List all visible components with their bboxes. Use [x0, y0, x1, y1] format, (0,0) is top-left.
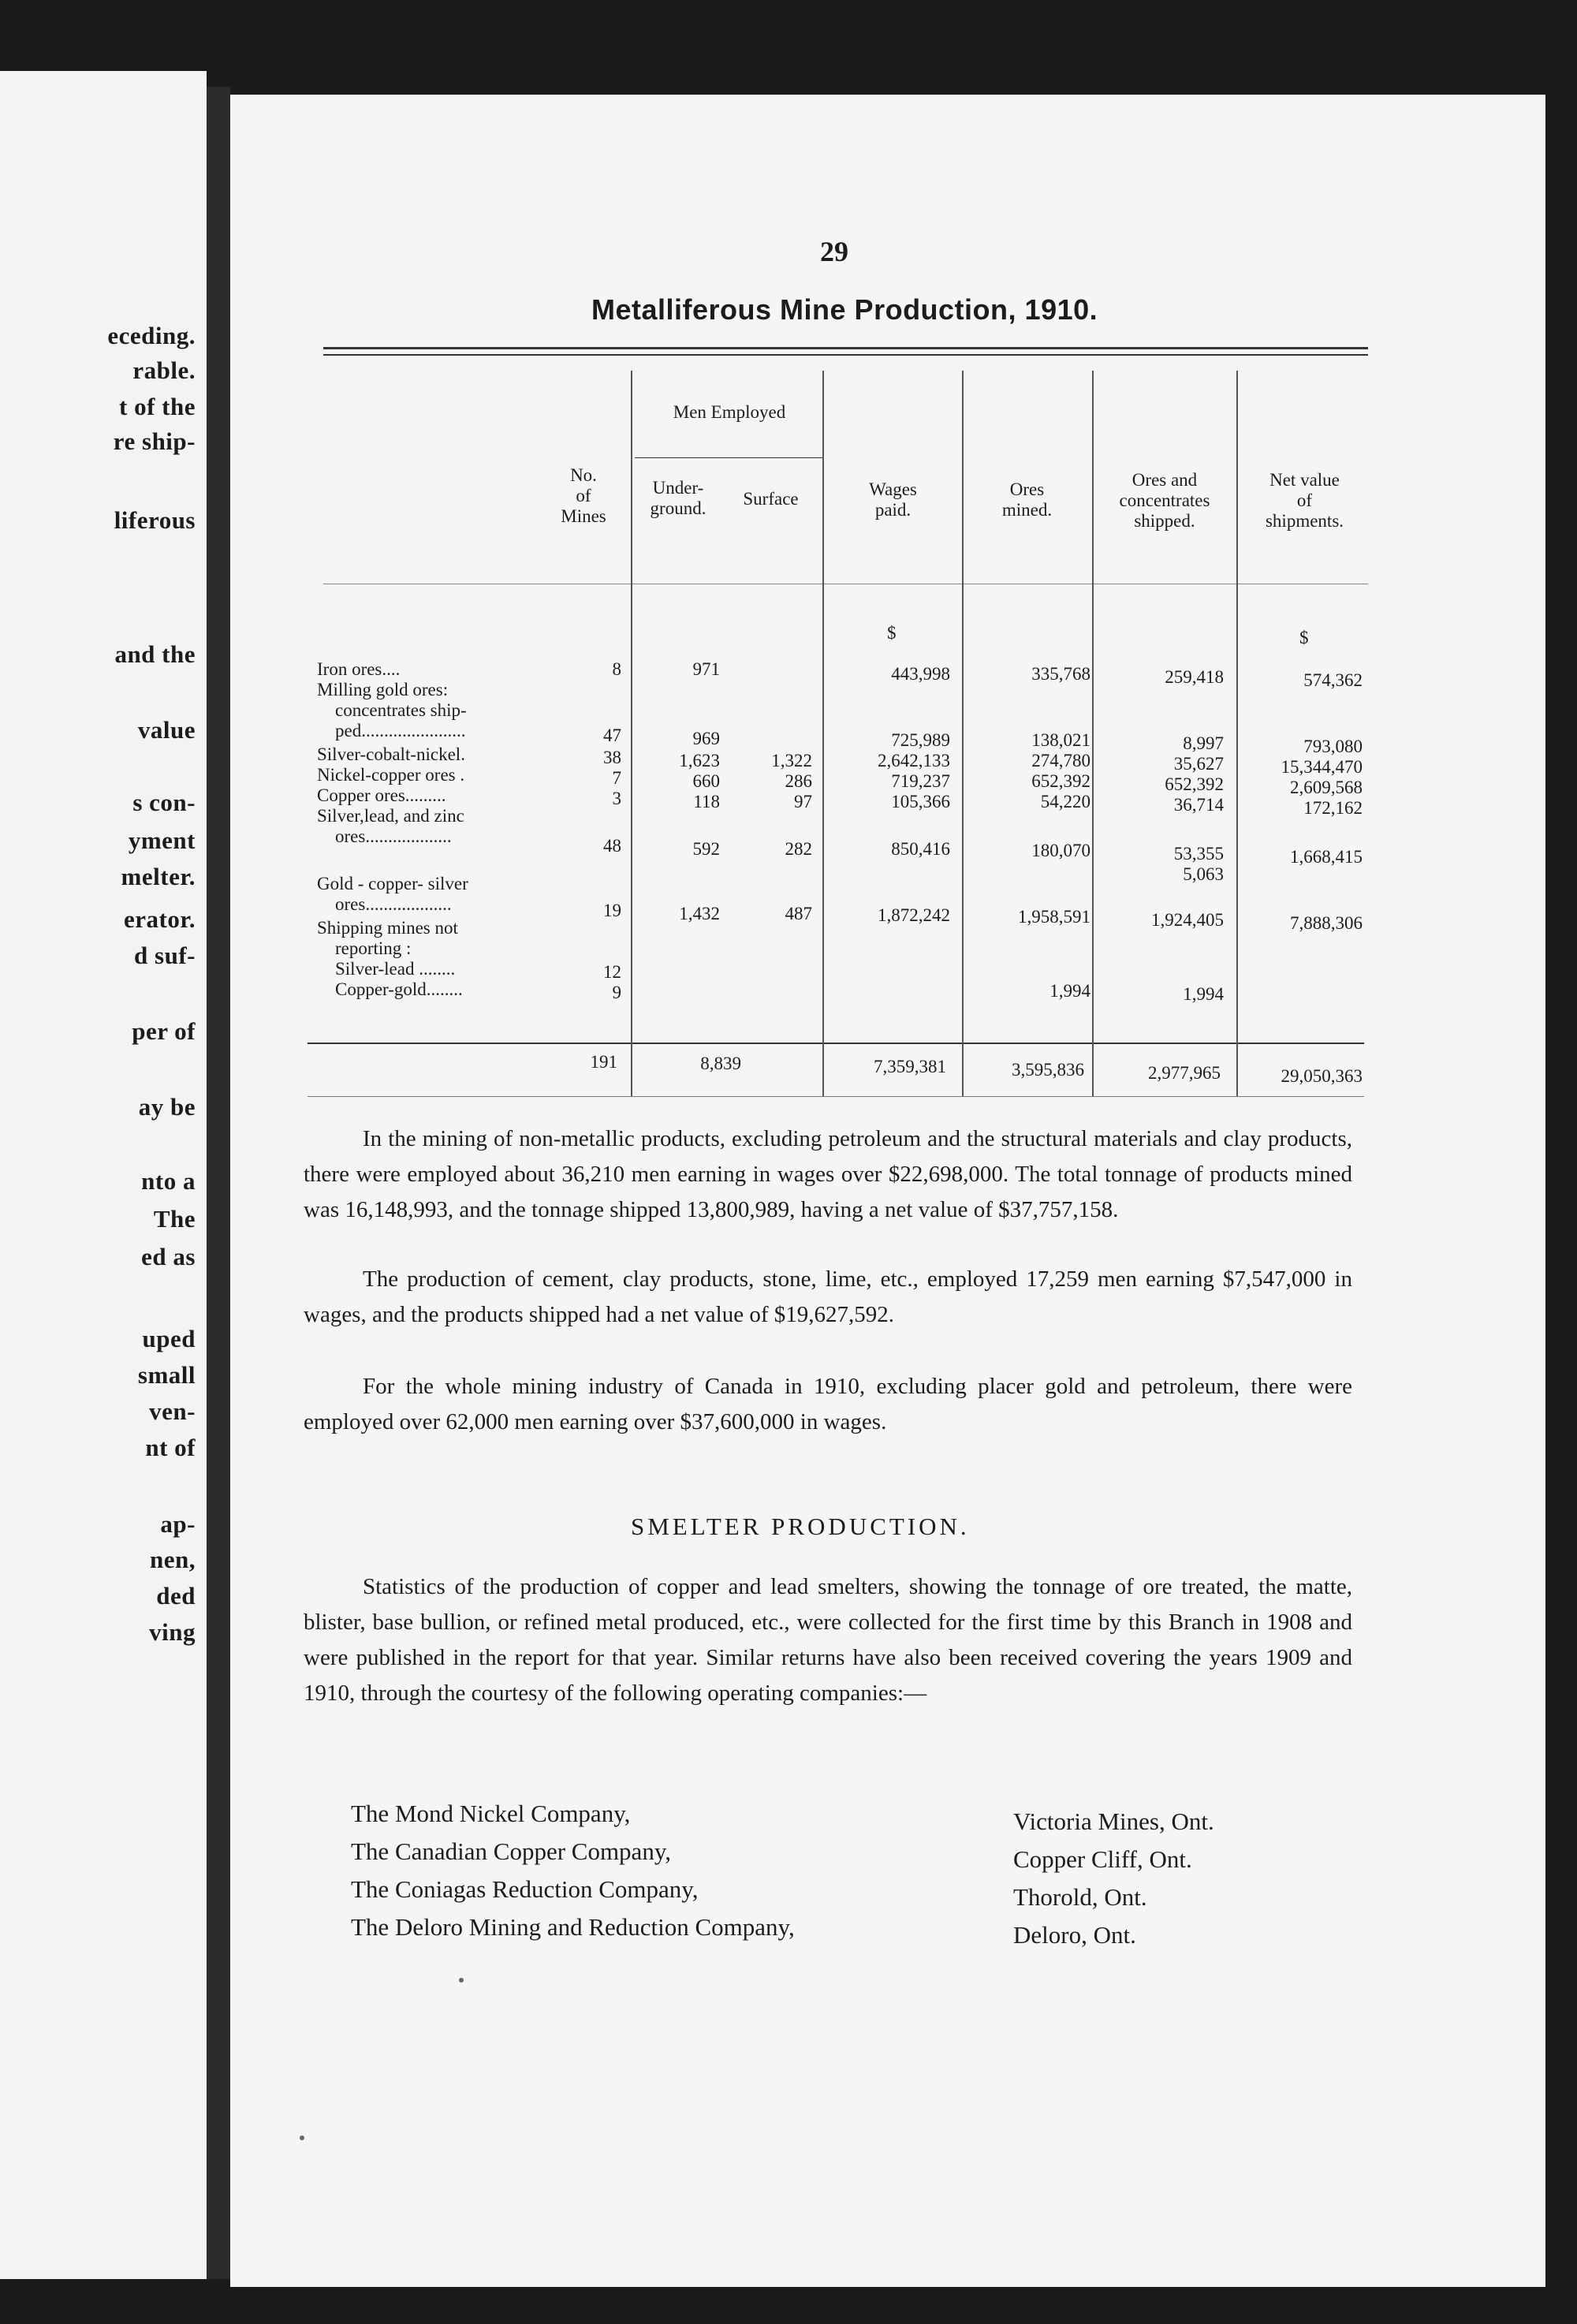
left-fragment: ded: [156, 1582, 196, 1610]
row-label-sub: Copper-gold........: [335, 979, 463, 999]
totals-top-rule: [308, 1043, 1364, 1044]
header-surface: Surface: [743, 489, 799, 509]
header-men-employed: Men Employed: [673, 402, 786, 422]
table-bottom-rule: [308, 1096, 1364, 1097]
cell-net-value: 7,888,306: [1290, 913, 1363, 933]
column-divider: [1092, 371, 1094, 1096]
total-net-value: 29,050,363: [1281, 1066, 1363, 1086]
cell-mines: 47: [603, 726, 621, 745]
cell-mines: 48: [603, 836, 621, 856]
cell-mines: 38: [603, 748, 621, 767]
print-speck: [300, 2136, 304, 2140]
left-fragment: and the: [114, 640, 196, 668]
cell-shipped: 652,392: [1165, 774, 1224, 794]
cell-ores-mined: 180,070: [1031, 841, 1090, 860]
company-location: Copper Cliff, Ont.: [1013, 1845, 1192, 1873]
left-fragment: per of: [132, 1017, 196, 1045]
row-label: Nickel-copper ores .: [317, 765, 465, 785]
left-fragment: ving: [149, 1618, 196, 1646]
cell-mines: 7: [612, 768, 621, 788]
paragraph-non-metallic: In the mining of non-metallic products, excluding petroleum and the structural materials and clay products, there were employed about 36,210 men earning in wages over $22,698,000. The total tonnage of products mined was 16,148,993, and the tonnage shipped 13,800,989, having a net value of $37,757,158.: [304, 1126, 1352, 1222]
paragraph-whole-industry: For the whole mining industry of Canada in 1910, excluding placer gold and petroleum, there were employed over 62,000 men earning over $37,600,000 in wages.: [304, 1374, 1352, 1434]
left-facing-page: [0, 71, 207, 2279]
cell-underground: 660: [692, 771, 720, 791]
column-divider: [822, 371, 824, 1096]
section-heading: SMELTER PRODUCTION.: [631, 1513, 970, 1540]
cell-ores-mined: 1,994: [1049, 981, 1090, 1001]
cell-ores-mined: 652,392: [1031, 771, 1090, 791]
cell-shipped: 1,924,405: [1151, 910, 1224, 930]
table-top-rule: [323, 347, 1368, 349]
left-fragment: d suf-: [134, 942, 196, 969]
cell-underground: 969: [692, 729, 720, 748]
header-wages-paid: Wages paid.: [869, 479, 917, 520]
cell-net-value: 574,362: [1303, 670, 1363, 690]
cell-surface: 97: [794, 792, 812, 811]
cell-mines: 8: [612, 659, 621, 679]
column-divider: [631, 371, 632, 1096]
cell-surface: 487: [785, 904, 812, 923]
total-wages: 7,359,381: [874, 1057, 946, 1076]
cell-shipped: 1,994: [1183, 984, 1224, 1004]
left-fragment: nto a: [141, 1167, 196, 1195]
men-employed-rule: [635, 457, 824, 458]
left-fragment: nen,: [150, 1546, 196, 1573]
row-label-sub: ores...................: [335, 894, 452, 914]
row-label: Milling gold ores:: [317, 680, 449, 699]
print-speck: [459, 1978, 464, 1983]
column-divider: [962, 371, 964, 1096]
left-fragment: re ship-: [113, 427, 196, 455]
company-location: Victoria Mines, Ont.: [1013, 1807, 1214, 1835]
cell-shipped: 35,627: [1173, 754, 1224, 774]
cell-shipped-extra: 5,063: [1183, 864, 1224, 884]
cell-shipped: 259,418: [1165, 667, 1224, 687]
total-underground: 8,839: [700, 1054, 741, 1073]
cell-mines: 9: [612, 983, 621, 1002]
left-fragment: small: [137, 1361, 196, 1389]
row-label-sub: reporting :: [335, 938, 412, 958]
cell-underground: 118: [693, 792, 720, 811]
company-name: The Deloro Mining and Reduction Company,: [351, 1913, 795, 1941]
left-fragment: The: [153, 1205, 196, 1233]
cell-net-value: 2,609,568: [1290, 778, 1363, 797]
cell-ores-mined: 1,958,591: [1018, 907, 1090, 927]
cell-underground: 592: [692, 839, 720, 859]
left-fragment: s con-: [132, 789, 196, 816]
total-mines: 191: [590, 1052, 617, 1072]
cell-ores-mined: 54,220: [1040, 792, 1090, 811]
left-fragment: eceding.: [107, 322, 196, 349]
left-fragment: value: [137, 716, 196, 744]
header-ores-shipped: Ores and concentrates shipped.: [1119, 470, 1210, 531]
left-fragment: uped: [142, 1325, 196, 1352]
company-name: The Mond Nickel Company,: [351, 1800, 631, 1827]
row-label-sub: Silver-lead ........: [335, 959, 456, 979]
left-fragment: rable.: [132, 356, 196, 384]
company-location: Thorold, Ont.: [1013, 1883, 1147, 1911]
cell-wages: 443,998: [891, 664, 950, 684]
book-gutter: [207, 87, 230, 2279]
cell-wages: 105,366: [891, 792, 950, 811]
row-label: Gold - copper- silver: [317, 874, 468, 893]
cell-underground: 1,432: [679, 904, 720, 923]
row-label: Silver,lead, and zinc: [317, 806, 464, 826]
cell-underground: 1,623: [679, 751, 720, 770]
row-label: Iron ores....: [317, 659, 401, 679]
cell-mines: 19: [603, 901, 621, 920]
cell-surface: 286: [785, 771, 812, 791]
left-fragment: ed as: [141, 1243, 196, 1270]
header-ores-mined: Ores mined.: [1001, 479, 1053, 520]
cell-underground: 971: [692, 659, 720, 679]
row-label: Copper ores.........: [317, 785, 446, 805]
header-underground: Under- ground.: [650, 478, 706, 518]
cell-net-value: 793,080: [1303, 737, 1363, 756]
left-fragment: erator.: [123, 905, 196, 933]
row-label-sub: ped.......................: [335, 721, 466, 740]
page-number: 29: [820, 236, 848, 267]
left-fragment: yment: [128, 826, 196, 854]
cell-wages: 725,989: [891, 730, 950, 750]
header-net-value: Net value of shipments.: [1265, 470, 1344, 531]
row-label: Silver-cobalt-nickel.: [317, 744, 465, 764]
column-divider: [1236, 371, 1238, 1096]
row-label-sub: ores...................: [335, 826, 452, 846]
cell-net-value: 172,162: [1303, 798, 1363, 818]
cell-shipped: 8,997: [1183, 733, 1224, 753]
total-ores-mined: 3,595,836: [1012, 1060, 1084, 1080]
paragraph-smelter: Statistics of the production of copper and lead smelters, showing the tonnage of ore treated, the matte, blister, base bullion, or refined metal produced, etc., were collected for the first time by this Branch in 1908 and were published in the report for that year. Similar returns have also been received covering the years 1909 and 1910, through the courtesy of the following operating companies:—: [304, 1574, 1352, 1706]
cell-surface: 282: [785, 839, 812, 859]
left-fragment: t of the: [119, 393, 196, 420]
cell-shipped: 36,714: [1173, 795, 1224, 815]
left-fragment: ap-: [160, 1510, 196, 1538]
row-label: Shipping mines not: [317, 918, 458, 938]
left-fragment: melter.: [121, 863, 196, 890]
company-name: The Coniagas Reduction Company,: [351, 1875, 699, 1903]
currency-symbol: $: [887, 623, 897, 643]
company-location: Deloro, Ont.: [1013, 1921, 1136, 1949]
cell-mines: 3: [612, 789, 621, 808]
cell-net-value: 1,668,415: [1290, 847, 1363, 867]
page-title: Metalliferous Mine Production, 1910.: [591, 293, 1098, 326]
table-top-rule: [323, 354, 1368, 356]
left-fragment: ay be: [138, 1093, 196, 1121]
left-fragment: liferous: [114, 506, 196, 534]
cell-wages: 2,642,133: [878, 751, 950, 770]
company-name: The Canadian Copper Company,: [351, 1837, 672, 1865]
currency-symbol: $: [1299, 628, 1309, 647]
cell-wages: 719,237: [891, 771, 950, 791]
cell-surface: 1,322: [771, 751, 812, 770]
cell-wages: 850,416: [891, 839, 950, 859]
cell-wages: 1,872,242: [878, 905, 950, 925]
cell-ores-mined: 274,780: [1031, 751, 1090, 770]
cell-ores-mined: 335,768: [1031, 664, 1090, 684]
cell-shipped: 53,355: [1173, 844, 1224, 864]
row-label-sub: concentrates ship-: [335, 700, 467, 720]
header-no-of-mines: No. of Mines: [561, 465, 606, 526]
total-shipped: 2,977,965: [1148, 1063, 1221, 1083]
left-fragment: ven-: [149, 1397, 196, 1425]
left-fragment: nt of: [145, 1434, 196, 1461]
cell-ores-mined: 138,021: [1031, 730, 1090, 750]
cell-net-value: 15,344,470: [1281, 757, 1363, 777]
paragraph-cement: The production of cement, clay products, stone, lime, etc., employed 17,259 men earning $7,547,000 in wages, and the products shipped had a net value of $19,627,592.: [304, 1266, 1352, 1327]
cell-mines: 12: [603, 962, 621, 982]
